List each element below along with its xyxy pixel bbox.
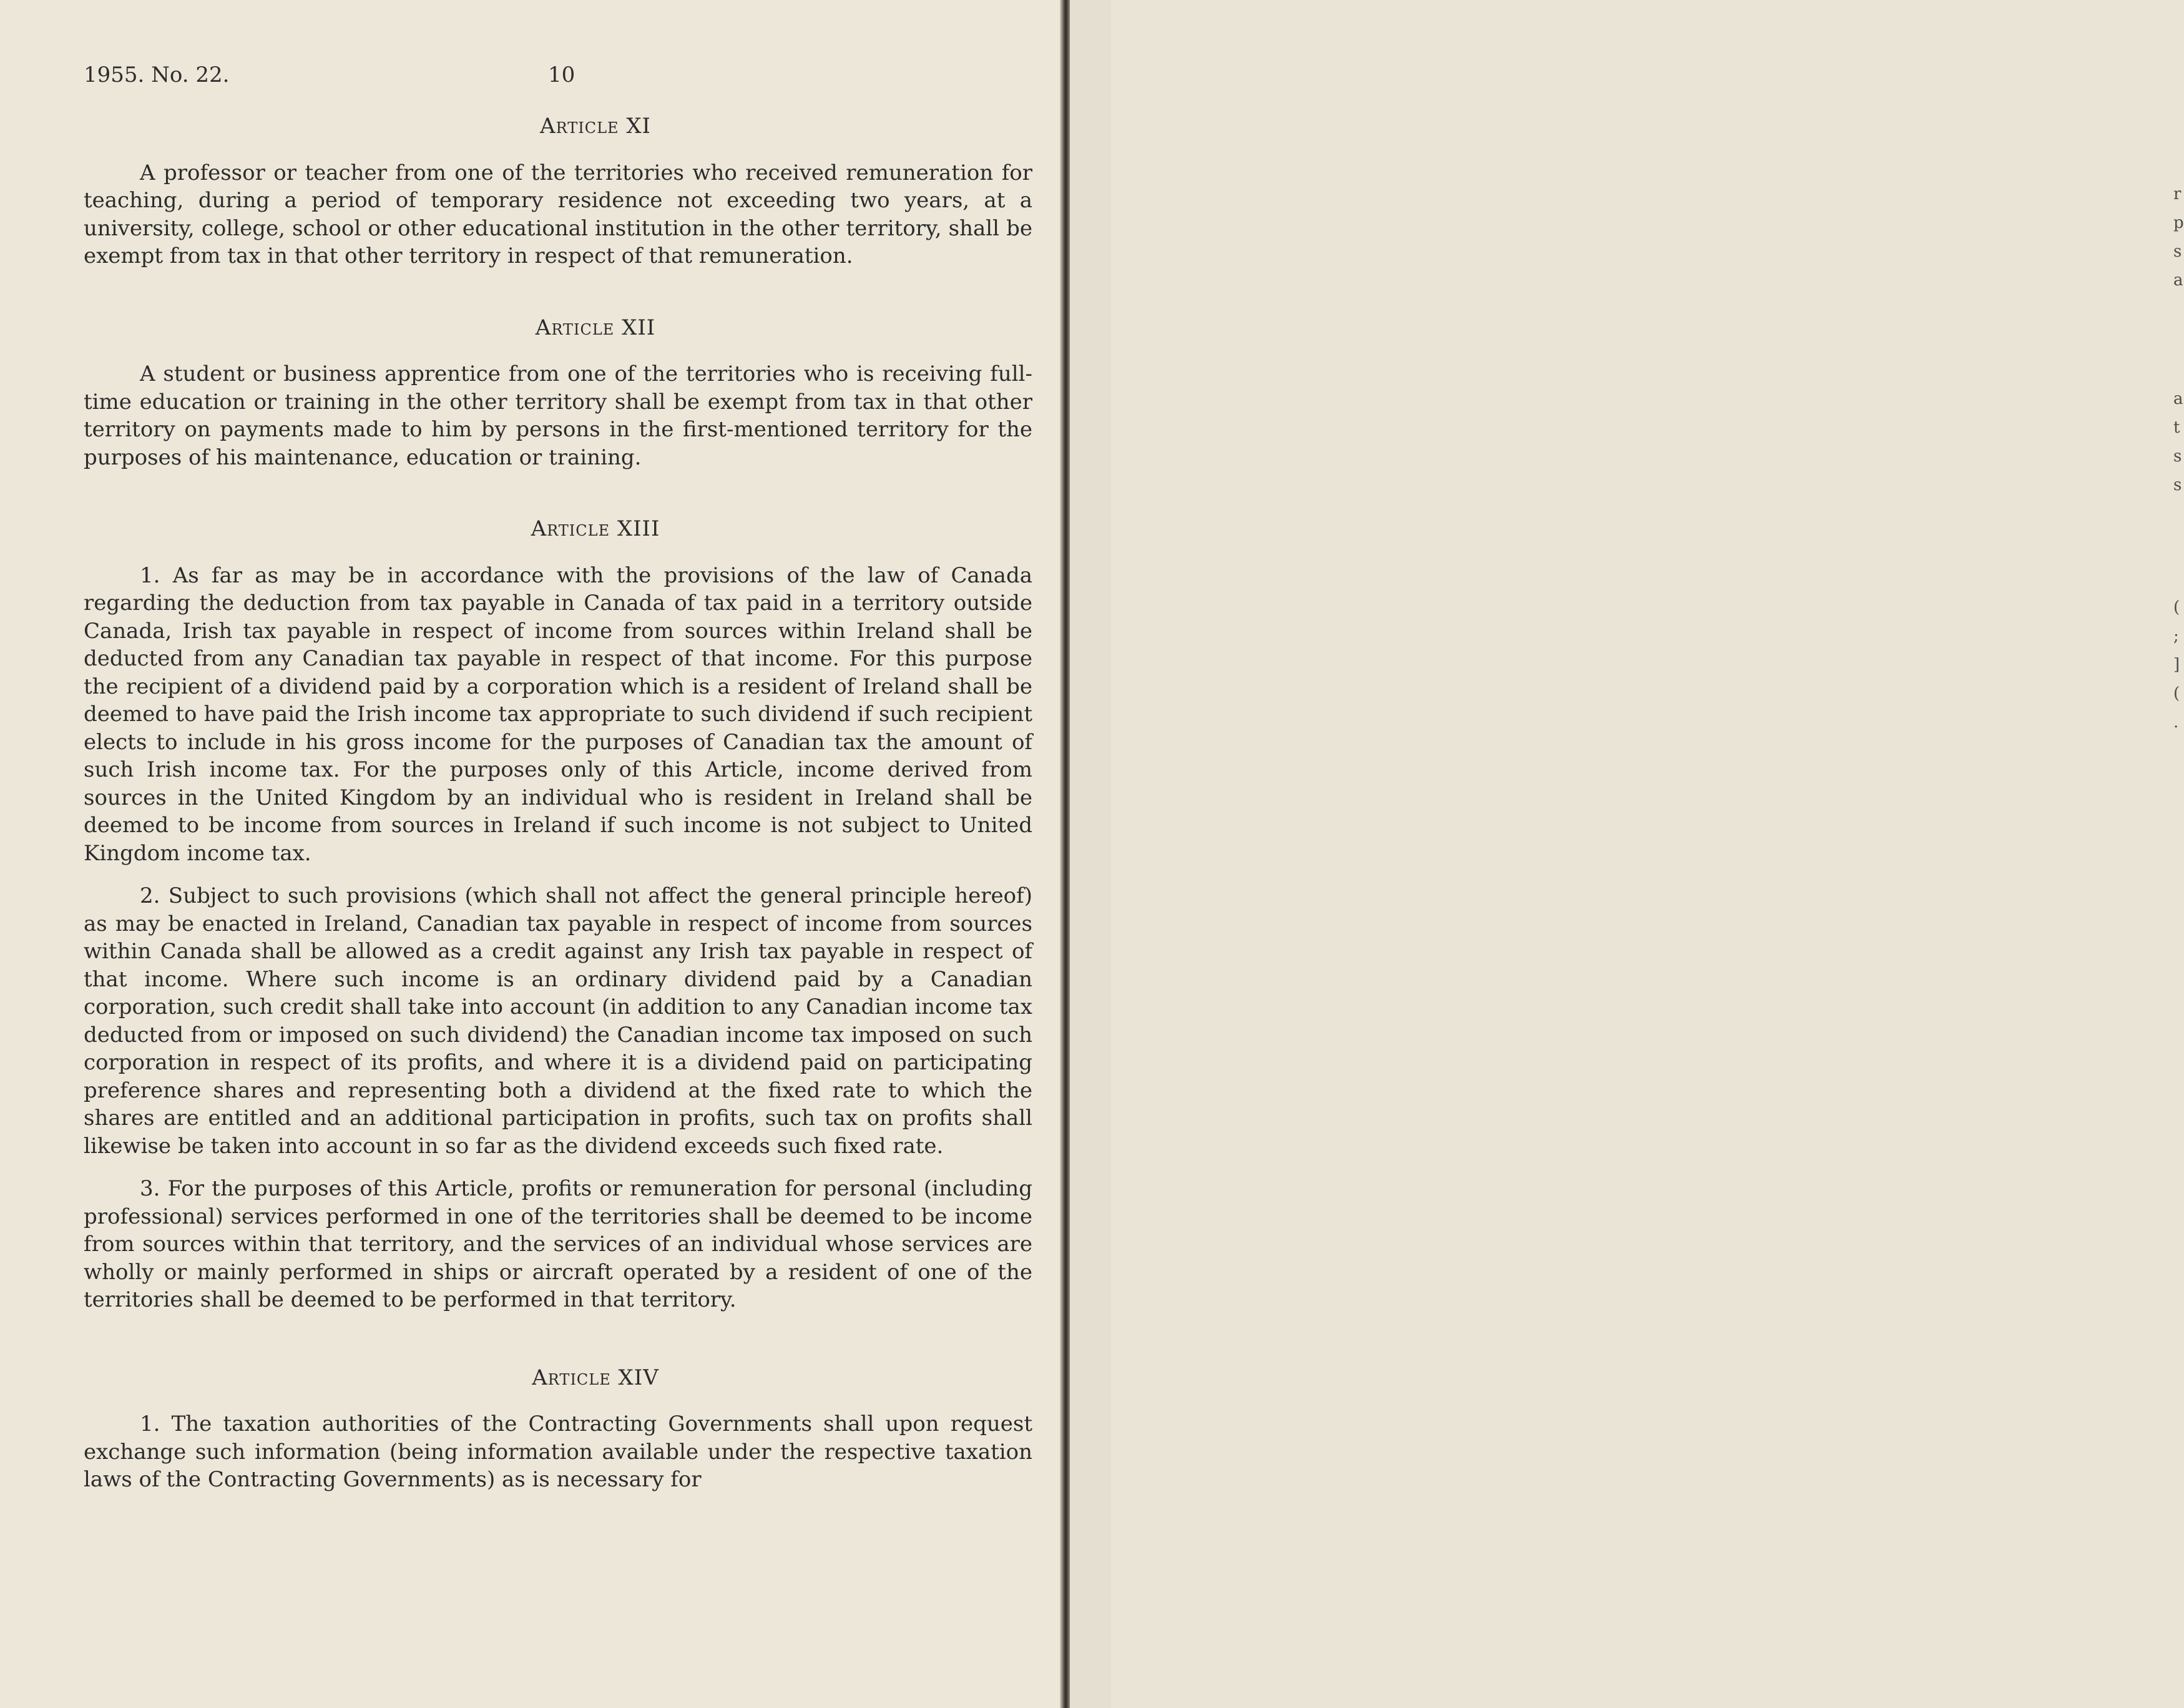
article-paragraph: 1. As far as may be in accordance with the provisions of the law of Canada regarding the deduction from tax payable in Canada of tax paid in a territory outside Canada, Irish tax payable in respect of income from sources within Ireland shall be deducted from any Canadian tax payable in respect of that income. For this purpose the recipient of a dividend paid by a corporation which is a resident of Ireland shall be deemed to have paid the Irish income tax appropriate to such dividend if such recipient elects to include in his gross income for the purposes of Canadian tax the amount of such Irish income tax. For the purposes only of this Article, income derived from sources in the United Kingdom by an individual who is resident in Ireland shall be deemed to be income from sources in Ireland if such income is not subject to United Kingdom income tax. (84, 562, 1032, 866)
article-paragraph: 2. Subject to such provisions (which shall not affect the general principle hereof) as may be enacted in Ireland, Canadian tax payable in respect of income from sources within Canada shall be allowed as a credit against any Irish tax payable in respect of that income. Where such income is an ordinary dividend paid by a Canadian corporation, such credit shall take into account (in addition to any Canadian income tax deducted from or imposed on such dividend) the Canadian income tax imposed on such corporation in respect of its profits, and where it is a dividend paid on participating preference shares and representing both a dividend at the fixed rate to which the shares are entitled and an additional participation in profits, such tax on profits shall likewise be taken into account in so far as the dividend exceeds such fixed rate. (84, 883, 1032, 1159)
adjacent-page-char: a (2173, 271, 2183, 290)
article-title: Article XII (535, 315, 656, 340)
page-number: 10 (548, 62, 575, 87)
article-title: Article XIII (531, 516, 660, 541)
article-paragraph: A professor or teacher from one of the territories who received remuneration for teaching, during a period of temporary residence not exceeding two years, at a university, college, school or other educational institution in the other territory, shall be exempt from tax in that other territory in respect of that remuneration. (84, 160, 1032, 268)
adjacent-page-char: p (2173, 214, 2184, 232)
article-title: Article XIV (532, 1365, 659, 1390)
article-paragraph: 1. The taxation authorities of the Contracting Governments shall upon request exchange such information (being information available under the respective taxation laws of the Contracting Governments) as is necessary for (84, 1411, 1032, 1492)
adjacent-page-char: t (2173, 418, 2180, 437)
adjacent-page-char: a (2173, 390, 2183, 408)
adjacent-page-char: ] (2173, 655, 2180, 674)
adjacent-page-char: r (2173, 185, 2182, 204)
adjacent-page-char: s (2173, 447, 2182, 466)
adjacent-page-char: s (2173, 242, 2182, 261)
adjacent-page-char: . (2173, 713, 2179, 732)
page-header (84, 62, 1057, 94)
article-13 (84, 515, 1032, 1314)
article-14 (84, 1364, 1032, 1494)
article-12 (84, 314, 1032, 472)
article-paragraph: A student or business apprentice from one of the territories who is receiving full-time education or training in the other territory shall be exempt from tax in that other territory on payments made to him by persons in the first-mentioned territory for the purposes of his maintenance, education or training. (84, 361, 1032, 470)
adjacent-page-char: ( (2173, 598, 2180, 617)
adjacent-page-edge (1070, 0, 2184, 1708)
article-11 (84, 112, 1032, 270)
article-title: Article XI (540, 114, 651, 139)
article-paragraph: 3. For the purposes of this Article, profits or remuneration for personal (including professional) services performed in one of the territories shall be deemed to be income from sources within that territory, and the services of an individual whose services are wholly or mainly performed in ships or aircraft operated by a resident of one of the territories shall be deemed to be performed in that territory. (84, 1176, 1032, 1312)
document-reference: 1955. No. 22. (84, 62, 230, 87)
document-body (84, 112, 1032, 1494)
adjacent-page-char: s (2173, 476, 2182, 494)
adjacent-page-char: ; (2173, 627, 2179, 645)
document-page (0, 0, 1069, 1708)
adjacent-page-char: ( (2173, 684, 2180, 703)
book-gutter (1060, 0, 1070, 1708)
